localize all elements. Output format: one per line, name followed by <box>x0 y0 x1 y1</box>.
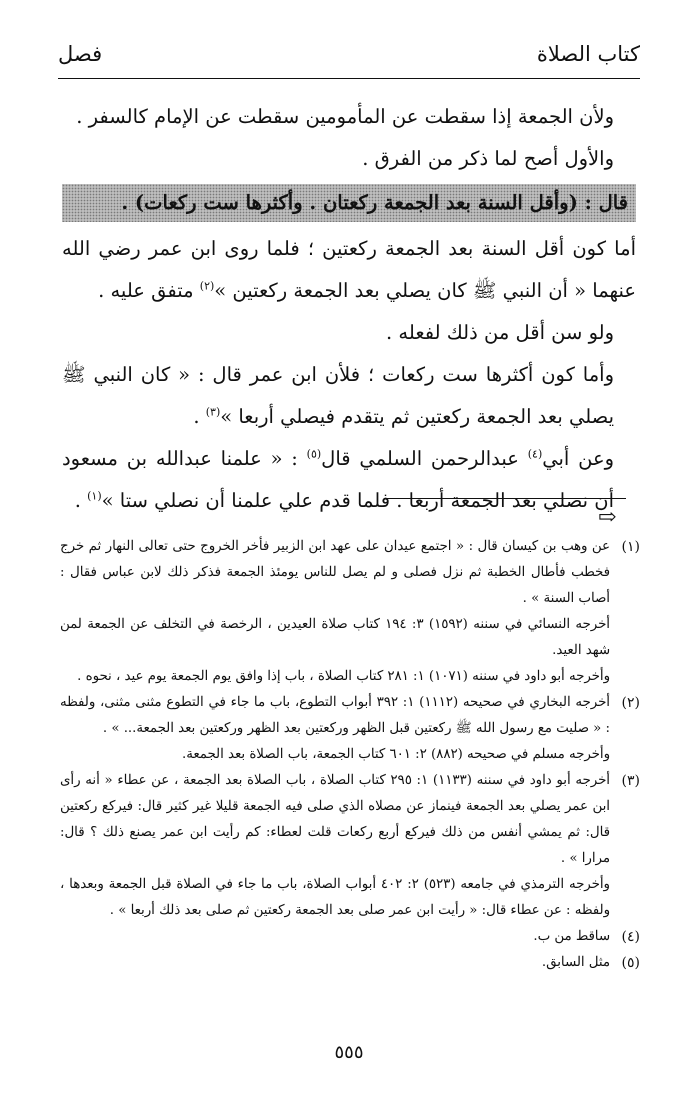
page-number: ٥٥٥ <box>334 1042 364 1063</box>
book-title: كتاب الصلاة <box>536 42 640 66</box>
footnote-ref: (٣) <box>205 405 221 419</box>
footnote-line: مثل السابق. <box>541 955 610 970</box>
footnote <box>60 690 640 768</box>
footnote-number: (٣) <box>621 773 640 789</box>
footnote <box>60 768 640 924</box>
footnote-line: وأخرجه الترمذي في جامعه (٥٢٣) ٢: ٤٠٢ أبواب الصلاة، باب ما جاء في الصلاة قبل الجمعة وبعدها ، ولفظه : عن عطاء قال: « رأيت ابن عمر صلى بعد الجمعة ركعتين ثم صلى بعد ذلك أربعا » . <box>60 877 610 918</box>
footnote <box>60 534 640 690</box>
paragraph: ولو سن أقل من ذلك لفعله . <box>386 321 614 344</box>
footnote-line: ساقط من ب. <box>533 929 610 944</box>
footnote-line: أخرجه النسائي في سننه (١٥٩٢) ٣: ١٩٤ كتاب صلاة العيدين ، الرخصة في التخلف عن الجمعة لمن شهد العيد. <box>60 617 610 658</box>
footnote-separator <box>384 498 626 499</box>
paragraph: وعن أبي$^{(٤)}$ عبدالرحمن السلمي قال$^{(٥)}$ : « علمنا عبدالله بن مسعود أن نصلي بعد الجمعة أربعا . فلما قدم علي علمنا أن نصلي ستا »$^{(١)}$ . <box>62 447 615 512</box>
arrow-right-icon: ⇨ <box>598 505 617 530</box>
footnote <box>60 924 640 950</box>
chapter-title: فصل <box>58 42 103 66</box>
footnote <box>60 950 640 976</box>
paragraph: وأما كون أكثرها ست ركعات ؛ فلأن ابن عمر قال : « كان النبي ﷺ يصلي بعد الجمعة ركعتين ثم يتقدم فيصلي أربعا »$^{(٣)}$ . <box>62 363 614 428</box>
footnote-line: أخرجه أبو داود في سننه (١١٣٣) ١: ٢٩٥ كتاب الصلاة ، باب الصلاة بعد الجمعة ، عن عطاء « أنه رأى ابن عمر يصلي بعد الجمعة فينماز عن مصلاه الذي صلى فيه الجمعة قليلا غير كثير قال: فيركع ركعتين قال: ثم يمشي أنفس من ذلك فيركع أربع ركعات قلت لعطاء: كم رأيت ابن عمر يصنع ذلك ؟ قال: مرارا » . <box>60 773 610 866</box>
footnote-number: (٢) <box>621 695 640 711</box>
running-header <box>58 42 640 72</box>
footnotes <box>60 534 640 976</box>
footnote-line: عن وهب بن كيسان قال : « اجتمع عيدان على عهد ابن الزبير فأخر الخروج حتى تعالى النهار ثم خرج فخطب فأطال الخطبة ثم نزل فصلى و لم يصل للناس يومئذ الجمعة فذكر ذلك لابن عباس فقال : أصاب السنة » . <box>60 539 610 606</box>
main-text <box>62 96 636 522</box>
footnote-number: (٤) <box>621 929 640 945</box>
paragraph: ولأن الجمعة إذا سقطت عن المأمومين سقطت عن الإمام كالسفر . <box>76 105 614 128</box>
footnote-ref: (٥) <box>306 447 322 461</box>
paragraph: والأول أصح لما ذكر من الفرق . <box>362 147 614 170</box>
footnote-line: وأخرجه أبو داود في سننه (١٠٧١) ١: ٢٨١ كتاب الصلاة ، باب إذا وافق يوم الجمعة يوم عيد ، نحوه . <box>77 669 610 684</box>
footnote-number: (٥) <box>621 955 640 971</box>
footnote-ref: (٢) <box>199 279 215 293</box>
footnote-ref: (١) <box>87 489 102 503</box>
footnote-line: وأخرجه مسلم في صحيحه (٨٨٢) ٢: ٦٠١ كتاب الجمعة، باب الصلاة بعد الجمعة. <box>181 747 610 762</box>
header-rule <box>58 78 640 79</box>
footnote-ref: (٤) <box>527 447 543 461</box>
matn-banner: قال : (وأقل السنة بعد الجمعة ركعتان . وأكثرها ست ركعات) . <box>62 184 636 222</box>
paragraph: أما كون أقل السنة بعد الجمعة ركعتين ؛ فلما روى ابن عمر رضي الله عنهما « أن النبي ﷺ كان يصلي بعد الجمعة ركعتين »$^{(٢)}$ متفق عليه . <box>62 237 636 302</box>
footnote-number: (١) <box>621 539 640 555</box>
footnote-line: أخرجه البخاري في صحيحه (١١١٢) ١: ٣٩٢ أبواب التطوع، باب ما جاء في التطوع مثنى مثنى، ولفظه : « صليت مع رسول الله ﷺ ركعتين قبل الظهر وركعتين بعد الظهر وركعتين بعد الجمعة... » . <box>60 695 610 736</box>
